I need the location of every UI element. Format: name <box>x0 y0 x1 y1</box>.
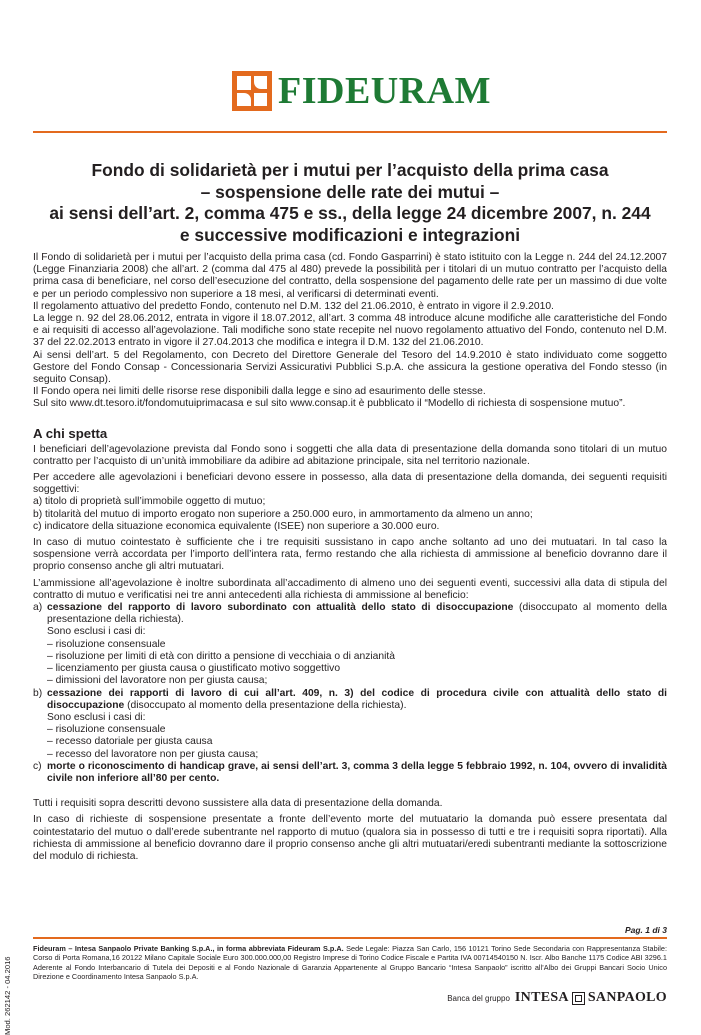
event-label: b) <box>33 687 43 699</box>
footer-divider <box>33 937 667 939</box>
intesa-wordmark: INTESA <box>514 990 569 1005</box>
title-line: – sospensione delle rate dei mutui – <box>200 181 500 202</box>
event-item-c <box>33 761 667 785</box>
requisite-item: a) titolo di proprietà sull’immobile oggetto di mutuo; <box>33 496 266 508</box>
exclusion-item: – licenziamento per giusta causa o giustificato motivo soggettivo <box>47 663 341 675</box>
event-item-a <box>33 602 667 687</box>
title-line: Fondo di solidarietà per i mutui per l’acquisto della prima casa <box>91 160 609 180</box>
intro-paragraph: Sul sito www.dt.tesoro.it/fondomutuiprimacasa e sul sito www.consap.it è pubblicato il “Modello di richiesta di sospensione mutuo”. <box>33 398 626 410</box>
section-paragraph: I beneficiari dell’agevolazione prevista dal Fondo sono i soggetti che alla data di presentazione della domanda sono titolari di un mutuo contratto per l’acquisto di un’unità immobiliare da adibire ad abitazione principale, sita nel territorio nazionale. <box>33 443 667 467</box>
title-line: e successive modificazioni e integrazioni <box>179 224 521 245</box>
footer-text: Sede Legale: Piazza San Carlo, 156 10121 Torino Sede Secondaria con Rappresentanza Stabile: Corso di Porta Romana,16 20122 Milano Capitale Sociale Euro 300.000.000,00 Registro Imprese di Torino Codice Fiscale e Partita IVA 00714540150 N. Iscr. Albo Banche 1175 Codice ABI 3296.1 Aderente al Fondo Interbancario di Tutela dei Depositi e al Fondo Nazionale di Garanzia Appartenente al Gruppo Bancario “Intesa Sanpaolo” iscritto all’Albo dei Gruppi Bancari Socio Unico Direzione e Coordinamento Intesa Sanpaolo S.p.A. <box>33 944 667 982</box>
fideuram-logo <box>232 70 491 112</box>
intro-paragraph: Il Fondo opera nei limiti delle risorse rese disponibili dalla legge e sino ad esaurimento delle stesse. <box>33 386 486 398</box>
section-heading: A chi spetta <box>33 425 108 441</box>
exclusion-item: – recesso datoriale per giusta causa <box>47 736 213 748</box>
intro-paragraph: La legge n. 92 del 28.06.2012, entrata in vigore il 18.07.2012, all’art. 3 comma 48 introduce alcune modifiche alle caratteristiche del Fondo e ai requisiti di accesso all’agevolazione. Tali modifiche sono state recepite nel nuovo regolamento attuativo del Fondo, contenuto nel D.M. 37 del 22.02.2013 entrato in vigore il 27.04.2013 che modifica e integra il D.M. 132 del 21.06.2010. <box>33 313 667 349</box>
intesa-sanpaolo-emblem-icon <box>572 992 585 1005</box>
exclusion-item: – risoluzione consensuale <box>47 724 166 736</box>
title-line: ai sensi dell’art. 2, comma 475 e ss., della legge 24 dicembre 2007, n. 244 <box>49 203 651 223</box>
event-label: c) <box>33 760 42 772</box>
intro-paragraph: Il regolamento attuativo del predetto Fondo, contenuto nel D.M. 132 del 21.06.2010, è entrato in vigore il 2.9.2010. <box>33 300 554 312</box>
footer-company: Fideuram – Intesa Sanpaolo Private Banking S.p.A., in forma abbreviata Fideuram S.p.A. <box>33 944 344 953</box>
intro-paragraph: Il Fondo di solidarietà per i mutui per l’acquisto della prima casa (cd. Fondo Gasparrini) è stato istituito con la Legge n. 244 del 24.12.2007 (Legge Finanziaria 2008) che all’art. 2 (comma dal 475 al 480) prevede la possibilità per i titolari di un mutuo contratto per l’acquisto della prima casa di beneficiare, nel corso dell’esecuzione del contratto, della sospensione del pagamento delle rate per un massimo di due volte e per un periodo complessivo non superiore a 18 mesi, al verificarsi di determinati eventi. <box>33 252 667 300</box>
document-title <box>33 160 667 246</box>
legal-footer <box>33 944 667 982</box>
exclusions-label: Sono esclusi i casi di: <box>47 711 146 723</box>
event-bold-text: cessazione del rapporto di lavoro subordinato con attualità dello stato di disoccupazione <box>47 602 514 614</box>
events-list <box>33 602 667 785</box>
sanpaolo-wordmark: SANPAOLO <box>587 990 667 1005</box>
requisite-item: c) indicatore della situazione economica equivalente (ISEE) non superiore a 30.000 euro. <box>33 520 440 532</box>
fideuram-emblem-icon <box>232 71 272 111</box>
exclusion-item: – risoluzione per limiti di età con diritto a pensione di vecchiaia o di anzianità <box>47 650 396 662</box>
exclusion-item: – recesso del lavoratore non per giusta causa; <box>47 748 259 760</box>
side-code-text: Mod. 262142 - 04.2016 <box>3 956 12 1035</box>
document-body <box>33 252 667 863</box>
requisite-item: b) titolarità del mutuo di importo erogato non superiore a 250.000 euro, in ammortamento da almeno un anno; <box>33 508 533 520</box>
section-paragraph: Per accedere alle agevolazioni i beneficiari devono essere in possesso, alla data di presentazione della domanda, dei seguenti requisiti soggettivi: <box>33 472 667 496</box>
exclusion-item: – risoluzione consensuale <box>47 638 166 650</box>
header-divider <box>33 131 667 133</box>
section-paragraph: Tutti i requisiti sopra descritti devono sussistere alla data di presentazione della domanda. <box>33 798 443 810</box>
event-label: a) <box>33 602 43 614</box>
event-text: (disoccupato al momento della presentazione della richiesta). <box>47 602 667 626</box>
event-text: (disoccupato al momento della presentazione della richiesta). <box>124 699 407 711</box>
page-number: Pag. 1 di 3 <box>624 925 667 935</box>
group-logo <box>447 990 667 1006</box>
exclusions-label: Sono esclusi i casi di: <box>47 626 146 638</box>
group-label: Banca del gruppo <box>447 993 510 1003</box>
section-paragraph: L’ammissione all’agevolazione è inoltre subordinata all’accadimento di almeno uno dei seguenti eventi, successivi alla data di stipula del contratto di mutuo e verificatisi nei tre anni antecedenti alla richiesta di ammissione al beneficio: <box>33 577 667 601</box>
side-code <box>3 935 13 1035</box>
event-item-b <box>33 688 667 761</box>
section-paragraph: In caso di mutuo cointestato è sufficiente che i tre requisiti sussistano in capo anche soltanto ad uno dei mutuatari. In tal caso la sospensione verrà accordata per l’importo dell’intera rata, fermo restando che alla richiesta di ammissione al beneficio dovranno dare il proprio consenso anche gli altri mutuatari. <box>33 537 667 573</box>
event-bold-text: cessazione dei rapporti di lavoro di cui all’art. 409, n. 3) del codice di procedura civile con attualità dello stato di disoccupazione <box>47 687 667 711</box>
exclusion-item: – dimissioni del lavoratore non per giusta causa; <box>47 675 268 687</box>
section-paragraph: In caso di richieste di sospensione presentate a fronte dell’evento morte del mutuatario la domanda può essere presentata dal cointestatario del mutuo o dall’erede subentrante nel rapporto di mutuo (qualora sia in possesso di tutti e tre i requisiti sopra riportati). Alla richiesta di ammissione al beneficio dovranno dare il proprio consenso anche gli altri mutuatari/eredi subentranti mediante la sottoscrizione del modulo di richiesta. <box>33 814 667 862</box>
brand-name: FIDEURAM <box>278 70 491 112</box>
intro-paragraph: Ai sensi dell’art. 5 del Regolamento, con Decreto del Direttore Generale del Tesoro del 14.9.2010 è stato individuato come soggetto Gestore del Fondo Consap - Concessionaria Servizi Assicurativi Pubblici S.p.A. che assicura la gestione operativa del Fondo stesso (in seguito Consap). <box>33 349 667 386</box>
event-bold-text: morte o riconoscimento di handicap grave, ai sensi dell’art. 3, comma 3 della legge 5 febbraio 1992, n. 104, ovvero di invalidità civile non inferiore all’80 per cento. <box>47 760 667 784</box>
